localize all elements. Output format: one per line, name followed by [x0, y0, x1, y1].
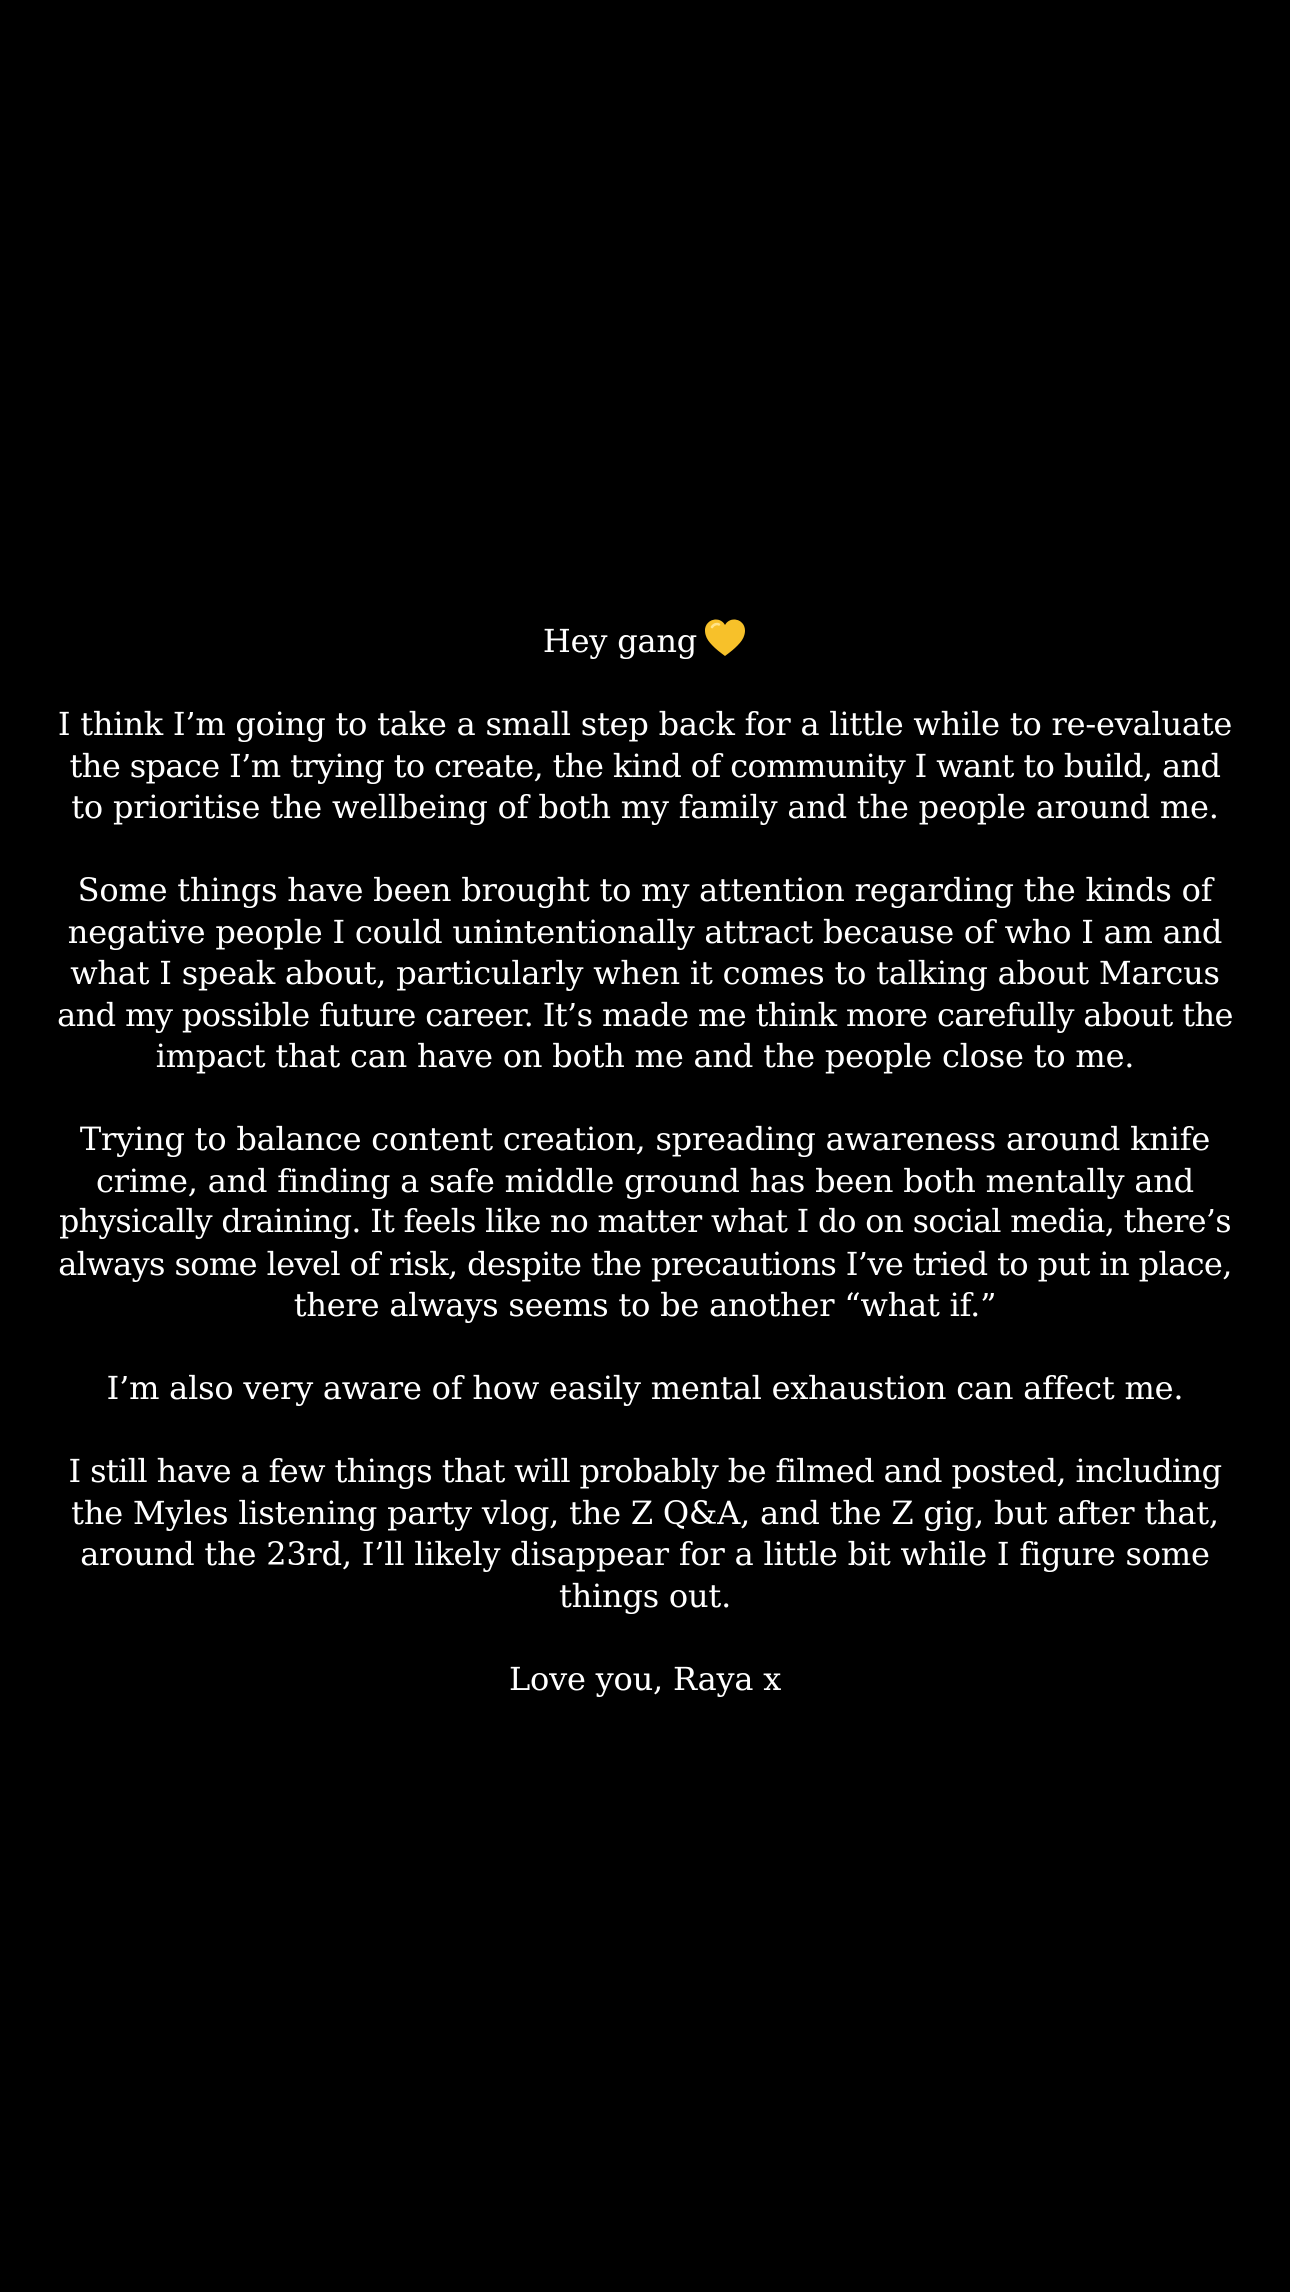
greeting-text: Hey gang: [542, 622, 698, 660]
message-line: and my possible future career. It’s made me think more carefully about the: [57, 995, 1233, 1034]
message-paragraph-2: [55, 870, 1235, 1078]
message-line: the space I’m trying to create, the kind of community I want to build, and: [69, 746, 1221, 785]
story-message: [55, 618, 1235, 1700]
message-line: there always seems to be another “what if.”: [293, 1286, 997, 1324]
message-paragraph-1: [55, 704, 1235, 829]
message-line: physically draining. It feels like no matter what I do on social media, there’s: [59, 1204, 1231, 1240]
message-line: negative people I could unintentionally attract because of who I am and: [67, 912, 1223, 951]
signoff-text: Love you, Raya x: [508, 1659, 782, 1698]
message-line: I think I’m going to take a small step back for a little while to re-evaluate: [57, 705, 1233, 743]
message-line: crime, and finding a safe middle ground has been both mentally and: [96, 1161, 1194, 1200]
message-line: Some things have been brought to my attention regarding the kinds of: [77, 871, 1213, 909]
message-line: always some level of risk, despite the precautions I’ve tried to put in place,: [58, 1244, 1232, 1283]
message-paragraph-4: [55, 1368, 1235, 1410]
message-paragraph-3: [55, 1119, 1235, 1327]
message-line: Trying to balance content creation, spreading awareness around knife: [79, 1120, 1211, 1158]
message-line: I still have a few things that will probably be filmed and posted, including: [68, 1452, 1222, 1490]
message-line: things out.: [558, 1576, 732, 1615]
yellow-heart-icon: [703, 618, 747, 658]
message-line: the Myles listening party vlog, the Z Q&A, and the Z gig, but after that,: [71, 1493, 1219, 1532]
signoff-line: [55, 1659, 1235, 1701]
message-line: I’m also very aware of how easily mental exhaustion can affect me.: [106, 1369, 1184, 1407]
message-line: impact that can have on both me and the people close to me.: [155, 1037, 1135, 1075]
greeting-line: [55, 618, 1235, 663]
message-line: around the 23rd, I’ll likely disappear for a little bit while I figure some: [80, 1535, 1210, 1573]
message-line: to prioritise the wellbeing of both my family and the people around me.: [71, 788, 1219, 826]
message-paragraph-5: [55, 1451, 1235, 1617]
message-line: what I speak about, particularly when it comes to talking about Marcus: [70, 954, 1220, 992]
